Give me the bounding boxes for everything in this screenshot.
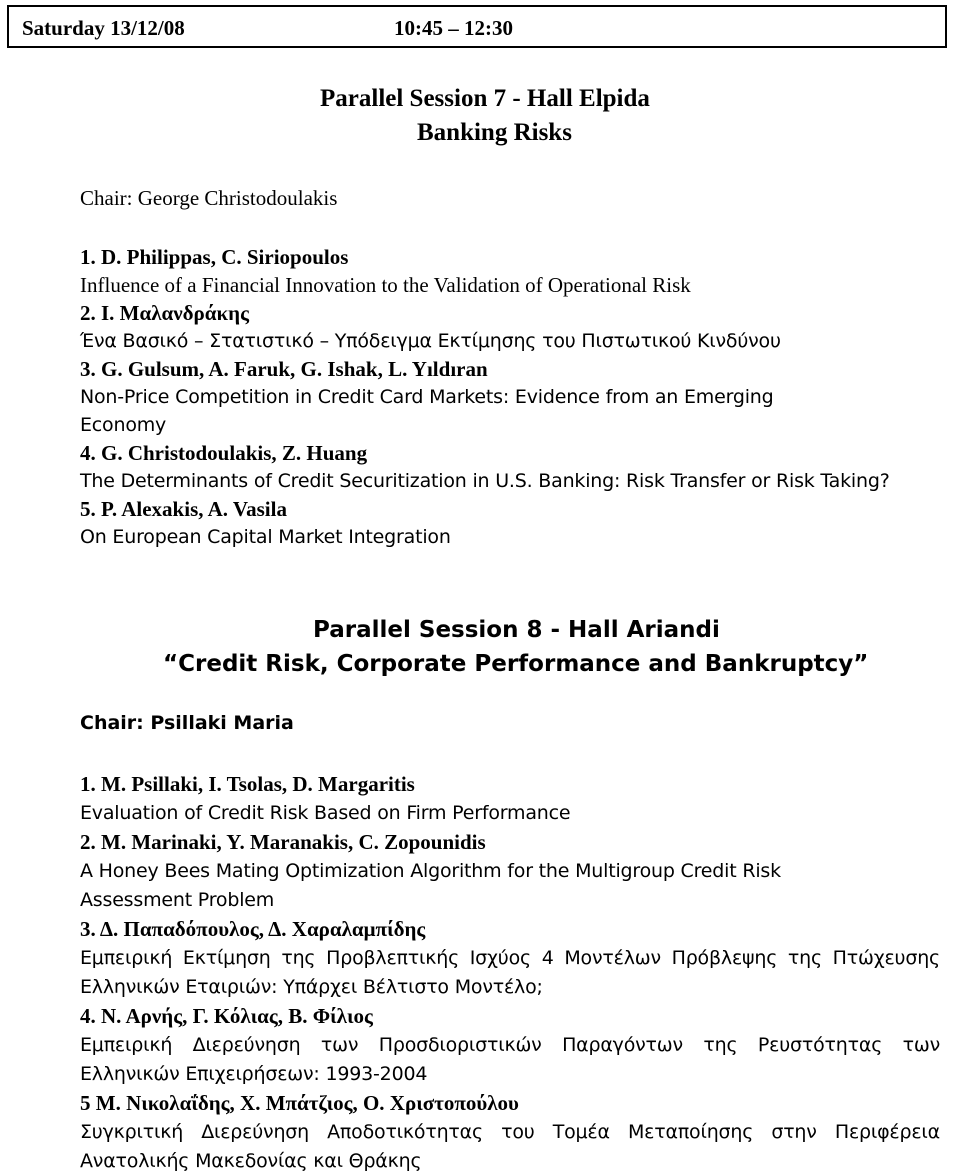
paper-item	[80, 915, 940, 1002]
session-8-chair: Chair: Psillaki Maria	[80, 712, 294, 734]
paper-title: A Honey Bees Mating Optimization Algorithm for the Multigroup Credit Risk Assessment Problem	[80, 860, 781, 911]
paper-authors: 1. M. Psillaki, I. Tsolas, D. Margaritis	[80, 772, 415, 796]
paper-title: Συγκριτική Διερεύνηση Αποδοτικότητας του Τομέα Μεταποίησης στην Περιφέρεια Ανατολικής Μακεδονίας και Θράκης	[80, 1121, 940, 1172]
session-8-title: Parallel Session 8 - Hall Ariandi	[313, 617, 720, 643]
session-7-title: Parallel Session 7 - Hall Elpida	[320, 85, 650, 112]
paper-title: Ένα Βασικό – Στατιστικό – Υπόδειγμα Εκτίμησης του Πιστωτικού Κινδύνου	[80, 330, 781, 352]
paper-authors: 4. Ν. Αρνής, Γ. Κόλιας, Β. Φίλιος	[80, 1004, 373, 1028]
paper-title: The Determinants of Credit Securitization in U.S. Banking: Risk Transfer or Risk Taking?	[80, 470, 890, 492]
paper-item	[80, 355, 940, 439]
paper-title: Influence of a Financial Innovation to the Validation of Operational Risk	[80, 273, 691, 297]
paper-title: Εμπειρική Διερεύνηση των Προσδιοριστικών Παραγόντων της Ρευστότητας των Ελληνικών Επιχειρήσεων: 1993-2004	[80, 1034, 940, 1085]
paper-item	[80, 828, 940, 915]
paper-authors: 4. G. Christodoulakis, Z. Huang	[80, 441, 368, 465]
schedule-header	[7, 5, 947, 48]
paper-title: On European Capital Market Integration	[80, 526, 451, 548]
paper-item	[80, 770, 940, 828]
paper-item	[80, 299, 940, 355]
paper-authors: 5 Μ. Νικολαΐδης, Χ. Μπάτζιος, Ο. Χριστοπούλου	[80, 1091, 519, 1115]
paper-authors: 3. Δ. Παπαδόπουλος, Δ. Χαραλαμπίδης	[80, 917, 426, 941]
paper-item	[80, 439, 940, 495]
paper-item	[80, 1002, 940, 1089]
session-8-subtitle: “Credit Risk, Corporate Performance and Bankruptcy”	[163, 651, 869, 677]
paper-item	[80, 495, 940, 551]
paper-authors: 1. D. Philippas, C. Siriopoulos	[80, 245, 349, 269]
session-7-chair: Chair: George Christodoulakis	[80, 186, 338, 210]
session-8-papers	[80, 770, 940, 1176]
paper-title: Εμπειρική Εκτίμηση της Προβλεπτικής Ισχύος 4 Μοντέλων Πρόβλεψης της Πτώχευσης Ελληνικών Εταιριών: Υπάρχει Βέλτιστο Μοντέλο;	[80, 947, 940, 998]
paper-item	[80, 1089, 940, 1176]
session-7-subtitle: Banking Risks	[417, 119, 572, 146]
session-7-papers	[80, 243, 940, 551]
session-date: Saturday 13/12/08	[22, 16, 185, 40]
session-time: 10:45 – 12:30	[394, 16, 513, 40]
paper-authors: 2. I. Μαλανδράκης	[80, 301, 249, 325]
paper-authors: 3. G. Gulsum, A. Faruk, G. Ishak, L. Yıldıran	[80, 357, 488, 381]
paper-authors: 5. P. Alexakis, A. Vasila	[80, 497, 287, 521]
paper-title: Non-Price Competition in Credit Card Markets: Evidence from an Emerging Economy	[80, 386, 774, 436]
paper-title: Evaluation of Credit Risk Based on Firm Performance	[80, 802, 571, 824]
paper-authors: 2. M. Marinaki, Y. Maranakis, C. Zopounidis	[80, 830, 486, 854]
paper-item	[80, 243, 940, 299]
